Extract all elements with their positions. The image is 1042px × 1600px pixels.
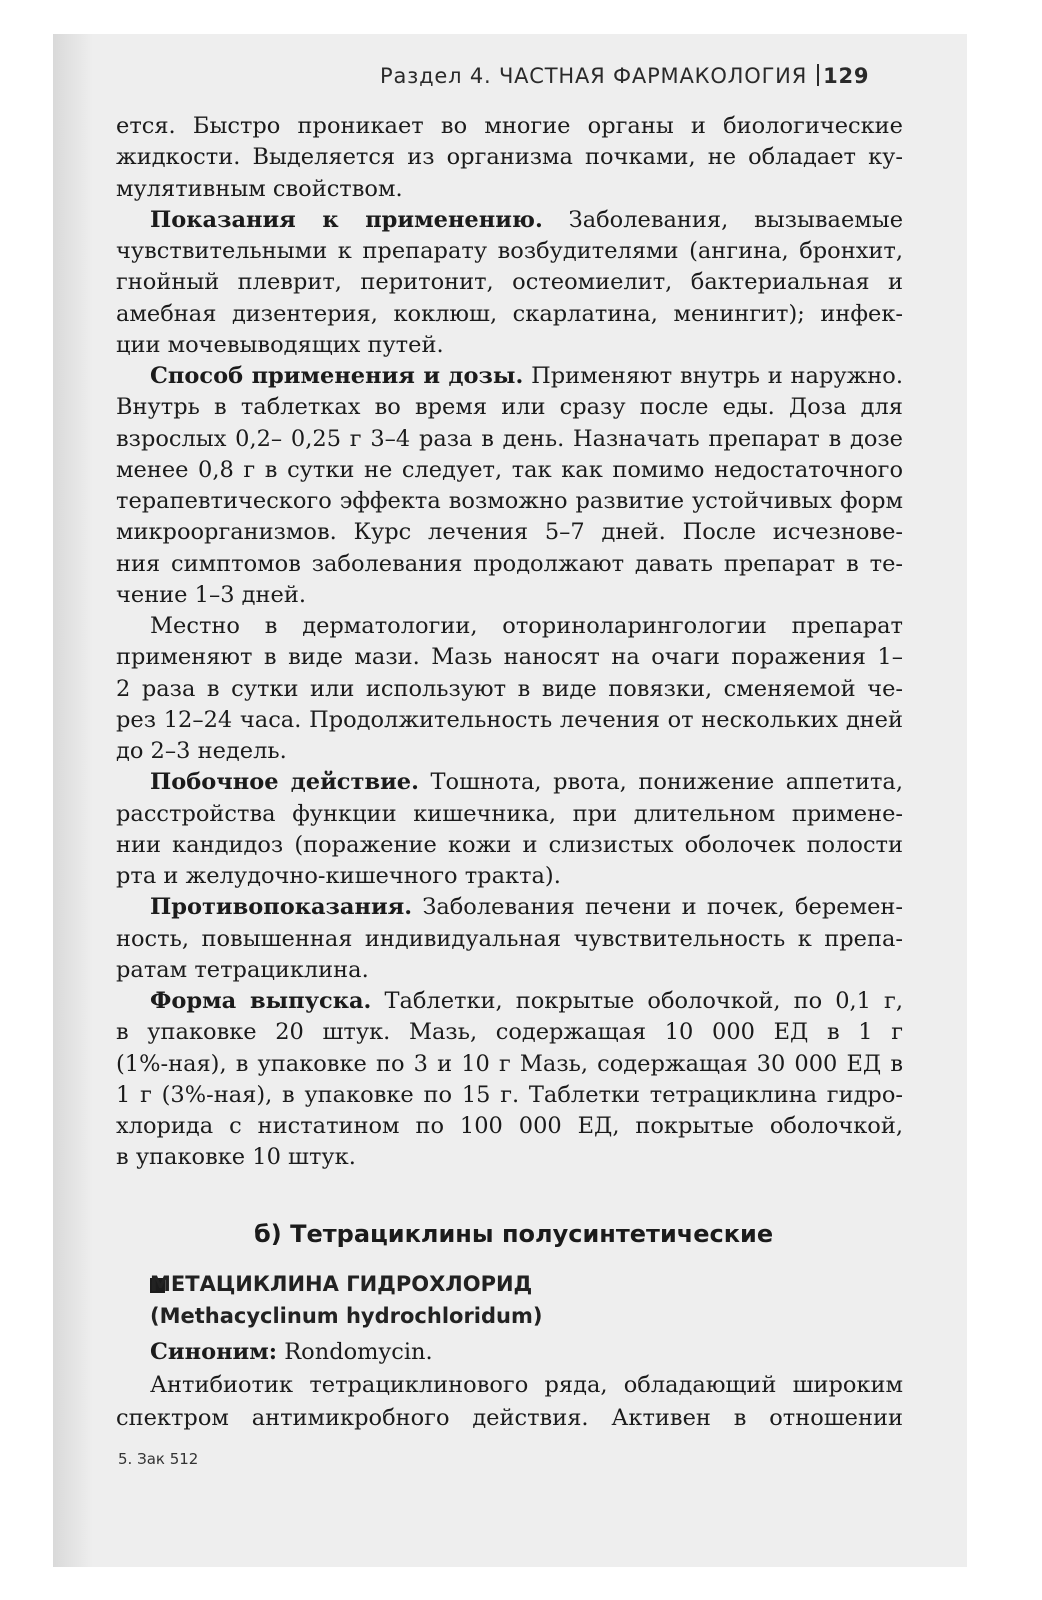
text-line <box>116 266 903 298</box>
page-spine-shadow <box>53 34 93 1567</box>
line-text: (1%-ная), в упаковке по 3 и 10 г Мазь, содержащая 30 000 ЕД в <box>116 1050 903 1077</box>
line-text: ции мочевыводящих путей. <box>116 331 444 358</box>
line-text: чение 1–3 дней. <box>116 581 306 608</box>
text-line <box>150 1369 903 1401</box>
text-line <box>116 798 903 830</box>
line-text: ность, повышенная индивидуальная чувствительность к препа- <box>116 925 903 952</box>
line-text: терапевтического эффекта возможно развитие устойчивых форм <box>116 488 903 514</box>
text-line <box>116 673 903 705</box>
line-text: Заболевания, вызываемые <box>542 206 904 233</box>
text-line <box>116 579 903 611</box>
line-text: хлорида с нистатином по 100 000 ЕД, покрытые оболочкой, <box>116 1113 903 1139</box>
line-text: рта и желудочно-кишечного тракта). <box>116 863 561 889</box>
text-line <box>116 829 903 861</box>
line-text: Местно в дерматологии, оториноларингологии препарат <box>150 613 903 639</box>
line-text: в упаковке 10 штук. <box>116 1144 356 1171</box>
line-text: жидкости. Выделяется из организма почками, не обладает ку- <box>116 144 903 171</box>
text-line <box>150 985 903 1017</box>
paragraph-lead: Противопоказания. <box>150 894 413 921</box>
line-text: до 2–3 недель. <box>116 738 287 764</box>
paragraph-lead: Способ применения и дозы. <box>150 363 524 389</box>
drug-name: МЕТАЦИКЛИНА ГИДРОХЛОРИД <box>150 1272 533 1296</box>
line-text: микроорганизмов. Курс лечения 5–7 дней. После исчезнове- <box>116 519 903 546</box>
text-line <box>150 891 903 923</box>
header-separator <box>817 64 819 86</box>
line-text: 1 г (3%-ная), в упаковке по 15 г. Таблетки тетрациклина гидро- <box>116 1081 903 1108</box>
line-text: Тошнота, рвота, понижение аппетита, <box>418 769 903 796</box>
text-line <box>116 954 903 986</box>
text-line <box>150 360 903 392</box>
text-line <box>116 923 903 955</box>
line-text: амебная дизентерия, коклюш, скарлатина, менингит); инфек- <box>116 300 903 327</box>
text-line <box>116 704 903 736</box>
paragraph-lead: Показания к применению. <box>150 206 543 233</box>
line-text: Rondomycin. <box>277 1339 433 1365</box>
line-text: спектром антимикробного действия. Активен в отношении <box>116 1405 903 1431</box>
drug-latin-name: (Methacyclinum hydrochloridum) <box>150 1304 543 1328</box>
text-line <box>116 1141 903 1173</box>
print-signature: 5. Зак 512 <box>118 1450 199 1468</box>
paragraph-lead: Синоним: <box>150 1339 278 1365</box>
text-line <box>116 860 903 892</box>
text-line <box>116 1048 903 1080</box>
text-line <box>150 766 903 798</box>
line-text: ния симптомов заболевания продолжают давать препарат в те- <box>116 550 903 577</box>
section-title: Раздел 4. ЧАСТНАЯ ФАРМАКОЛОГИЯ <box>380 64 808 88</box>
text-line <box>116 298 903 330</box>
line-text: Таблетки, покрытые оболочкой, по 0,1 г, <box>371 988 903 1014</box>
text-line <box>116 391 903 423</box>
text-line <box>116 1016 903 1048</box>
line-text: менее 0,8 г в сутки не следует, так как помимо недостаточного <box>116 456 903 483</box>
text-line <box>116 454 903 486</box>
line-text: рез 12–24 часа. Продолжительность лечения от нескольких дней <box>116 706 903 733</box>
line-text: Внутрь в таблетках во время или сразу после еды. Доза для <box>116 394 903 421</box>
line-text: Антибиотик тетрациклинового ряда, обладающий широким <box>150 1372 903 1398</box>
line-text: нии кандидоз (поражение кожи и слизистых оболочек полости <box>116 831 903 858</box>
line-text: ратам тетрациклина. <box>116 956 369 983</box>
paragraph-lead: Форма выпуска. <box>150 988 372 1014</box>
text-line <box>150 204 903 236</box>
text-line <box>116 1402 903 1434</box>
text-line <box>150 1336 903 1368</box>
text-line <box>116 329 903 361</box>
line-text: мулятивным свойством. <box>116 175 403 202</box>
line-text: 2 раза в сутки или используют в виде повязки, сменяемой че- <box>116 675 903 702</box>
text-line <box>116 485 903 517</box>
line-text: ется. Быстро проникает во многие органы и биологические <box>116 113 903 139</box>
text-line <box>116 235 903 267</box>
text-line <box>116 173 903 205</box>
paragraph-lead: Побочное действие. <box>150 769 419 796</box>
text-line <box>116 1110 903 1142</box>
text-line <box>116 110 903 142</box>
text-line <box>116 516 903 548</box>
line-text: взрослых 0,2– 0,25 г 3–4 раза в день. Назначать препарат в дозе <box>116 425 903 452</box>
page-number: 129 <box>823 64 870 88</box>
line-text: применяют в виде мази. Мазь наносят на очаги поражения 1– <box>116 644 903 671</box>
text-line <box>150 610 903 642</box>
text-line <box>116 1079 903 1111</box>
line-text: гнойный плеврит, перитонит, остеомиелит, бактериальная и <box>116 269 903 296</box>
subsection-heading: б) Тетрациклины полусинтетические <box>254 1220 774 1248</box>
text-line <box>116 141 903 173</box>
text-line <box>116 735 903 767</box>
line-text: в упаковке 20 штук. Мазь, содержащая 10 000 ЕД в 1 г <box>116 1019 903 1046</box>
text-line <box>116 423 903 455</box>
line-text: Заболевания печени и почек, беремен- <box>412 894 903 921</box>
line-text: чувствительными к препарату возбудителями (ангина, бронхит, <box>116 238 903 264</box>
line-text: расстройства функции кишечника, при длительном примене- <box>116 800 903 827</box>
text-line <box>116 548 903 580</box>
running-header <box>380 64 869 94</box>
text-line <box>116 641 903 673</box>
line-text: Применяют внутрь и наружно. <box>523 363 903 389</box>
